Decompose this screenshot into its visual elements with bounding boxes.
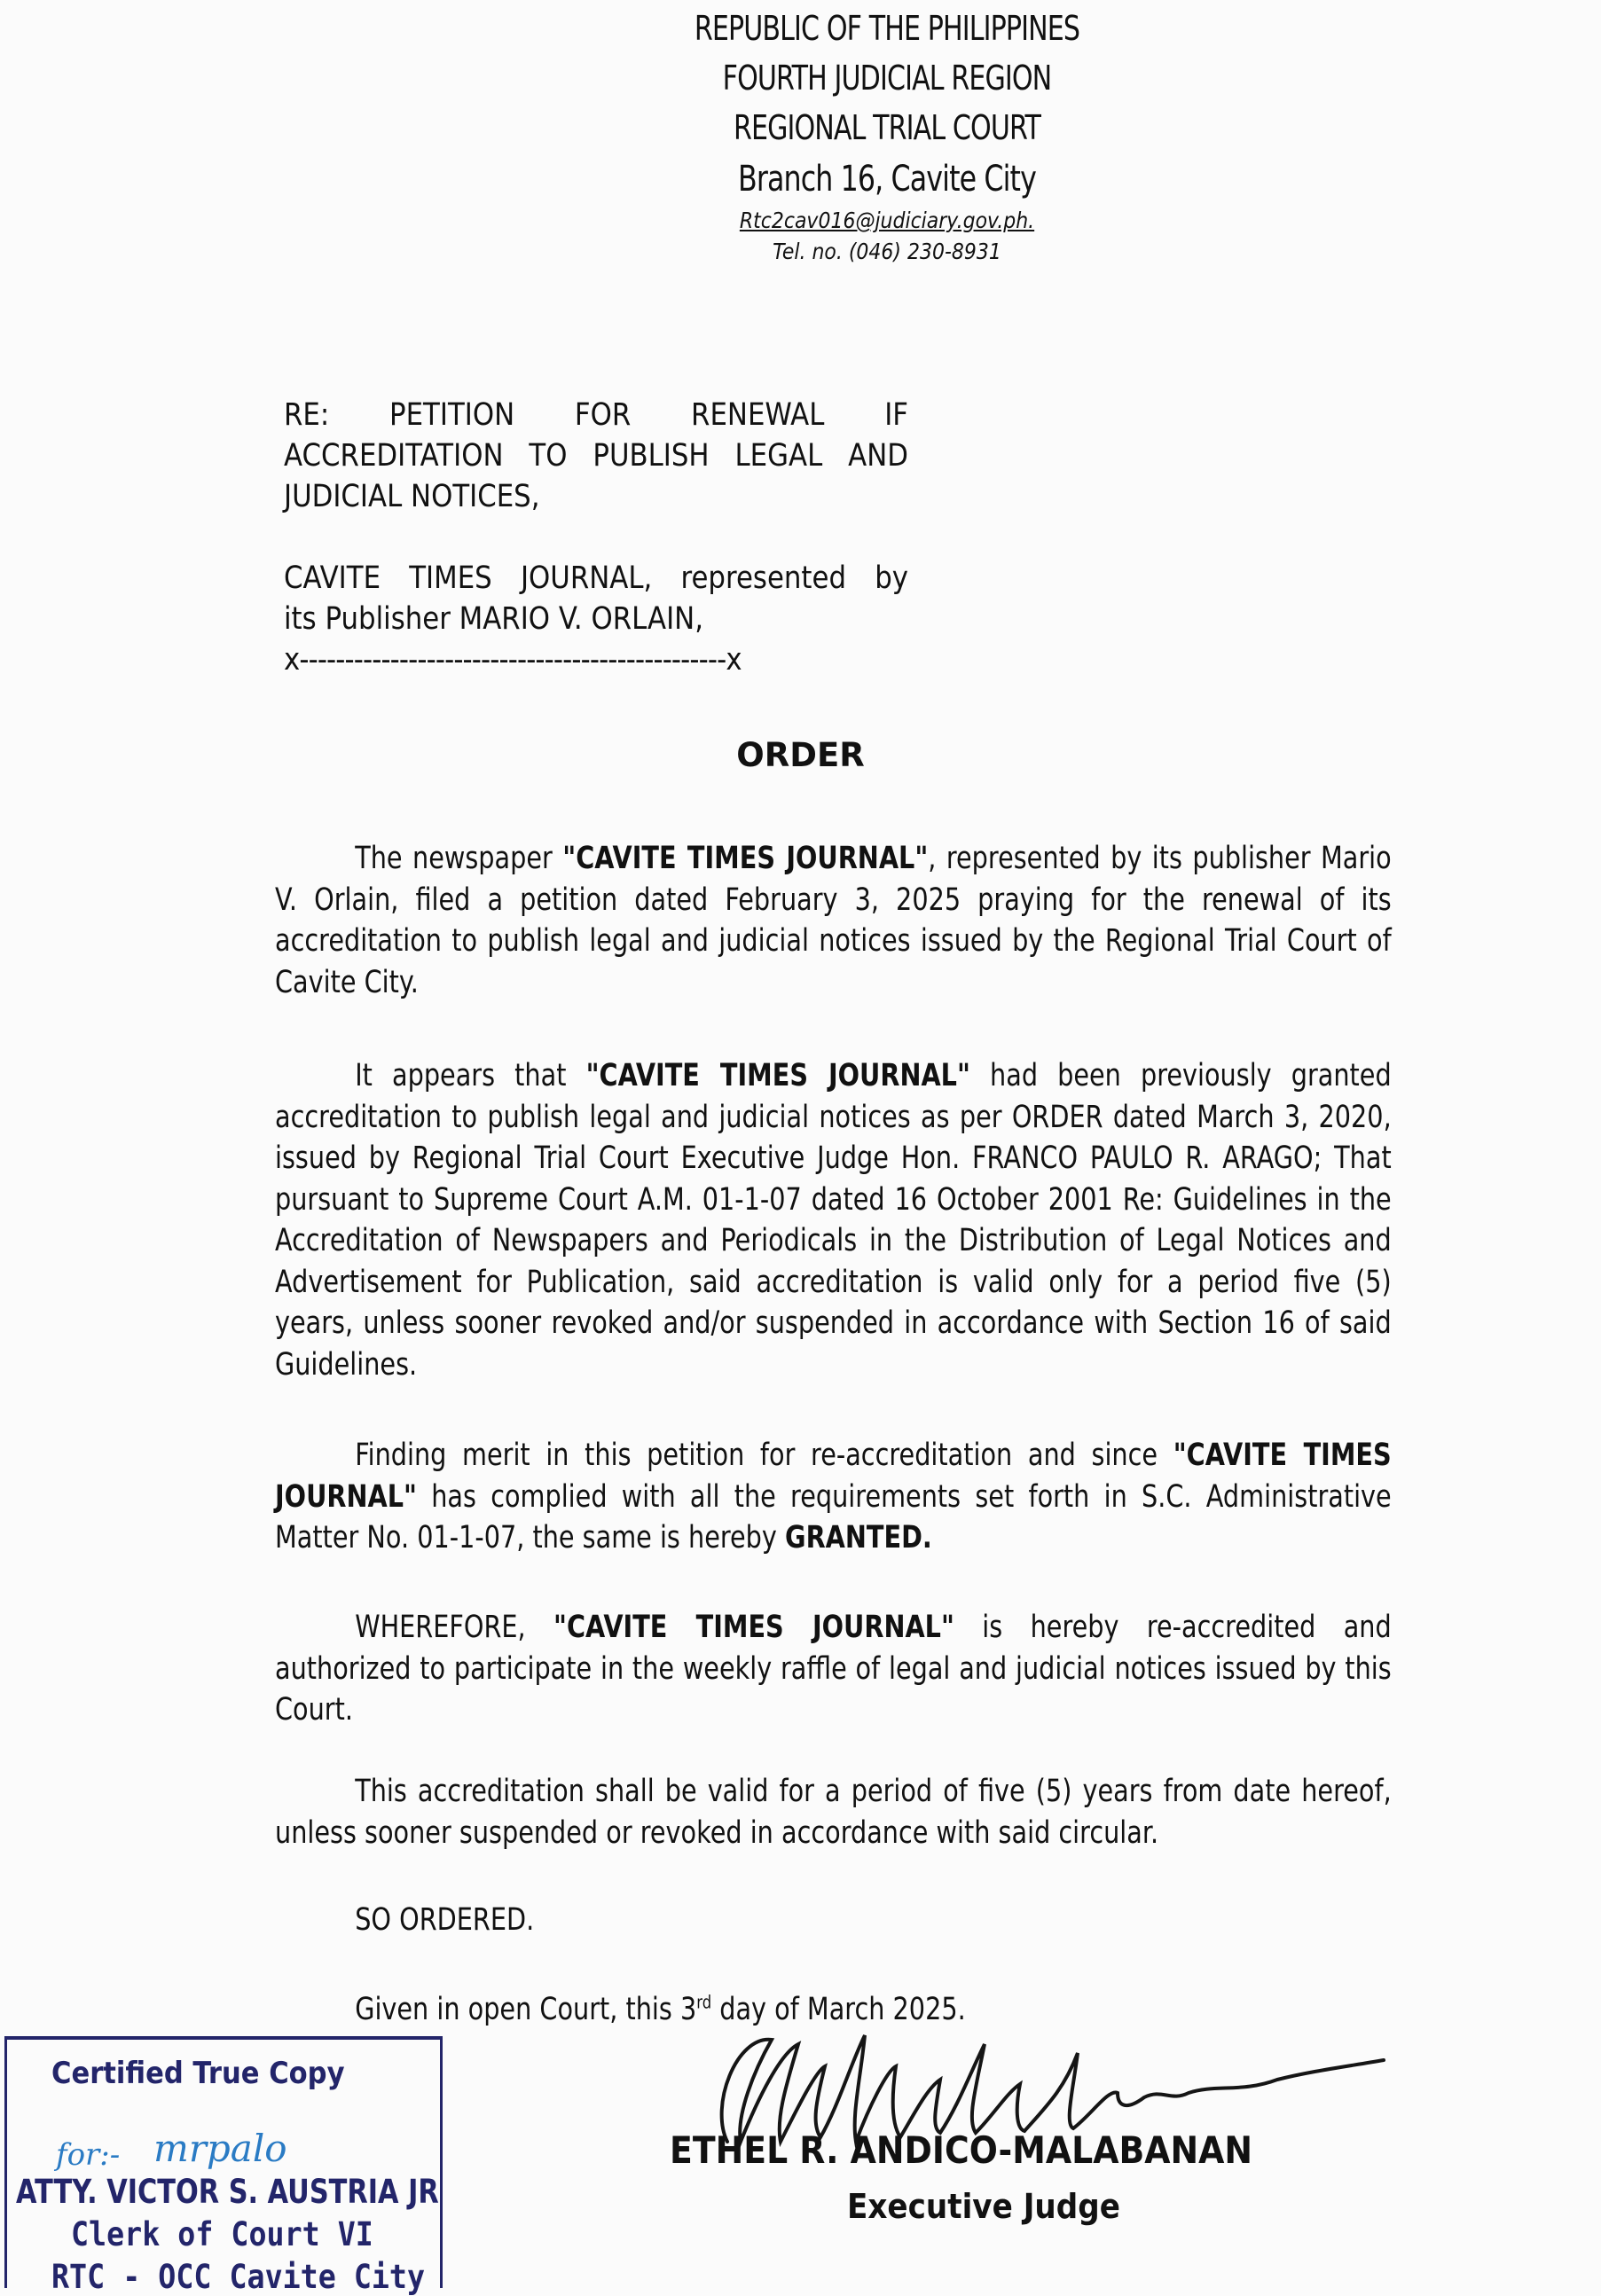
judge-name: ETHEL R. ANDICO-MALABANAN <box>670 2128 1253 2172</box>
newspaper-name: "CAVITE TIMES JOURNAL" <box>585 1058 970 1093</box>
text-run: Given in open Court, this 3 <box>355 1992 697 2027</box>
letterhead-region: FOURTH JUDICIAL REGION <box>722 59 1052 98</box>
letterhead <box>532 4 1242 268</box>
text-run: It appears that <box>355 1058 586 1093</box>
text-run: This accreditation shall be valid for a period of five (5) years from date hereof, unless sooner suspended or revoked in accordance with said circular. <box>275 1774 1392 1851</box>
text-run: day of March 2025. <box>711 1992 966 2027</box>
stamp-handwritten-initials: mrpalo <box>153 2127 287 2170</box>
order-paragraph-wherefore <box>275 1607 1392 1731</box>
order-paragraph-finding <box>275 1435 1392 1559</box>
certified-true-copy-stamp <box>4 2036 443 2296</box>
order-title: ORDER <box>736 736 865 774</box>
caption-re-line: JUDICIAL NOTICES, <box>284 479 540 514</box>
text-run: is hereby re-accredited and authorized to participate in the weekly raffle of legal and judicial notices issued by this Court. <box>275 1610 1392 1728</box>
case-caption <box>284 395 908 680</box>
text-run: Finding merit in this petition for re-accreditation and since <box>355 1438 1173 1473</box>
stamp-signatory-name: ATTY. VICTOR S. AUSTRIA JR <box>16 2173 439 2211</box>
court-email-link[interactable]: Rtc2cav016@judiciary.gov.ph. <box>739 208 1035 233</box>
stamp-signatory-position: Clerk of Court VI <box>71 2215 373 2253</box>
text-run: has complied with all the requirements set forth in S.C. Administrative Matter No. 01-1-07, the same is hereby <box>275 1478 1392 1555</box>
court-telephone: Tel. no. (046) 230-8931 <box>773 239 1001 264</box>
so-ordered <box>275 1900 1392 1941</box>
stamp-handwritten-for: for:- <box>56 2137 121 2173</box>
ordinal-suffix: rd <box>696 1991 712 2013</box>
newspaper-name: "CAVITE TIMES JOURNAL" <box>553 1610 954 1645</box>
order-paragraph-petition <box>275 838 1392 1003</box>
text-run: , represented by its publisher Mario V. Orlain, filed a petition dated February 3, 2025 praying for the renewal of its accreditation to publish legal and judicial notices issued by the Regional Trial Court of Cavite City. <box>275 841 1392 1000</box>
letterhead-court: REGIONAL TRIAL COURT <box>733 108 1041 147</box>
newspaper-name: "CAVITE TIMES JOURNAL" <box>562 841 929 876</box>
judge-title: Executive Judge <box>847 2187 1120 2226</box>
caption-re-line: RE: PETITION FOR RENEWAL IF <box>284 397 908 433</box>
text-run: The newspaper <box>355 841 563 876</box>
caption-party-line: its Publisher MARIO V. ORLAIN, <box>284 601 703 637</box>
letterhead-country: REPUBLIC OF THE PHILIPPINES <box>694 9 1080 48</box>
stamp-heading: Certified True Copy <box>51 2056 345 2091</box>
newspaper-name: "CAVITE TIMES JOURNAL" <box>275 1438 1392 1515</box>
caption-re-line: ACCREDITATION TO PUBLISH LEGAL AND <box>284 438 908 474</box>
stamp-office: RTC - OCC Cavite City <box>51 2258 426 2296</box>
letterhead-branch: Branch 16, Cavite City <box>738 159 1036 200</box>
text-run: had been previously granted accreditation to publish legal and judicial notices as per ORDER dated March 3, 2020, issued by Regional Trial Court Executive Judge Hon. FRANCO PAULO R. ARAGO; That pursuant to Supreme Court A.M. 01-1-07 dated 16 October 2001 Re: Guidelines in the Accreditation of Newspapers and Periodicals in the Distribution of Legal Notices and Advertisement for Publication, said accreditation is valid only for a period five (5) years, unless sooner revoked and/or suspended in accordance with Section 16 of said Guidelines. <box>275 1058 1392 1383</box>
granted-text: GRANTED. <box>785 1520 932 1555</box>
caption-party-line: CAVITE TIMES JOURNAL, represented by <box>284 560 908 596</box>
order-paragraph-history <box>275 1055 1392 1385</box>
caption-separator: x-----------------------------------------------x <box>284 642 742 678</box>
text-run: WHEREFORE, <box>355 1610 554 1645</box>
order-paragraph-validity <box>275 1771 1392 1853</box>
text-run: SO ORDERED. <box>355 1902 535 1938</box>
